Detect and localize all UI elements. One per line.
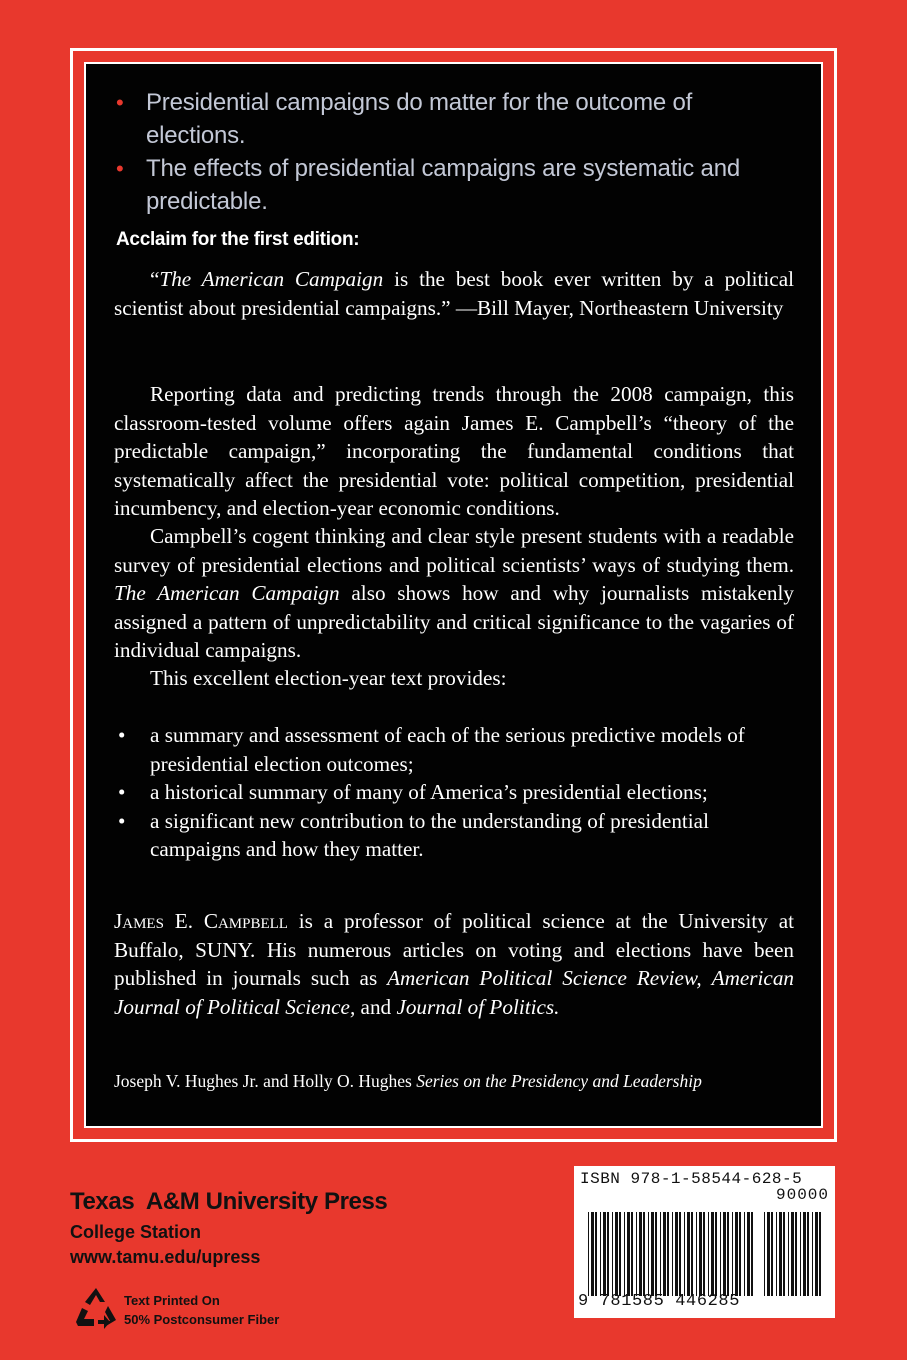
- isbn-label: ISBN 978-1-58544-628-5: [580, 1170, 803, 1188]
- bullet-icon: •: [116, 90, 124, 115]
- bullet-icon: •: [118, 808, 126, 833]
- publisher-block: [70, 1188, 387, 1268]
- bullet-icon: •: [118, 780, 126, 805]
- quote-book-title: The American Campaign: [159, 267, 384, 291]
- highlights-list: [116, 86, 796, 218]
- quote-attribution: —Bill Mayer, Northeastern University: [455, 295, 784, 320]
- acclaim-heading: Acclaim for the first edition:: [116, 229, 360, 250]
- description-paragraph: This excellent election-year text provides:: [150, 666, 507, 690]
- recycle-icon: [72, 1284, 120, 1332]
- list-item: • a historical summary of many of America’s presidential elections;: [114, 778, 794, 807]
- publisher-city: College Station: [70, 1222, 202, 1242]
- barcode-bars: [588, 1212, 756, 1296]
- bullet-icon: •: [118, 723, 126, 747]
- review-quote: “The American Campaign is the best book ever written by a political scientist about presidential campaigns.” —Bill Mayer, Northeastern University: [114, 267, 795, 320]
- description-paragraph: Reporting data and predicting trends through the 2008 campaign, this classroom-tested volume offers again James E. Campbell’s “theory of the predictable campaign,” incorporating the fundamental conditions that systematically affect the presidential vote: political competition, presidential incumbency, and election-year economic conditions.: [114, 382, 794, 521]
- price-code: 90000: [775, 1186, 829, 1204]
- barcode: [574, 1166, 835, 1318]
- author-name: James E. Campbell: [114, 909, 288, 933]
- publisher-name: Texas A&M University Press: [70, 1188, 388, 1215]
- description-paragraph: Campbell’s cogent thinking and clear style present students with a readable survey of presidential elections and political scientists’ ways of studying them. The American Campaign also shows how and why journalists mistakenly assigned a pattern of unpredictability and critical significance to the vagaries of individual campaigns.: [114, 524, 794, 663]
- list-item: • a significant new contribution to the understanding of presidential campaigns and how they matter.: [118, 808, 709, 862]
- series-line: Joseph V. Hughes Jr. and Holly O. Hughes Series on the Presidency and Leadership: [114, 1071, 702, 1091]
- recycled-note: Text Printed On 50% Postconsumer Fiber: [124, 1293, 280, 1327]
- list-item: • a summary and assessment of each of the serious predictive models of presidential election outcomes;: [118, 723, 745, 776]
- bullet-icon: •: [116, 156, 124, 181]
- provides-list: [114, 721, 794, 864]
- publisher-url[interactable]: www.tamu.edu/upress: [70, 1247, 261, 1267]
- price-barcode-bars: [764, 1212, 824, 1296]
- author-bio: James E. Campbell is a professor of political science at the University at Buffalo, SUNY. His numerous articles on voting and elections have been published in journals such as American Political Science Review, American Journal of Political Science, and Journal of Politics.: [114, 909, 795, 1019]
- highlight-item: • The effects of presidential campaigns are systematic and predictable.: [116, 152, 796, 218]
- series-name: Series on the Presidency and Leadership: [416, 1071, 702, 1091]
- highlight-item: • Presidential campaigns do matter for the outcome of elections.: [116, 86, 796, 152]
- ean-number: 9 781585 446285: [578, 1292, 741, 1311]
